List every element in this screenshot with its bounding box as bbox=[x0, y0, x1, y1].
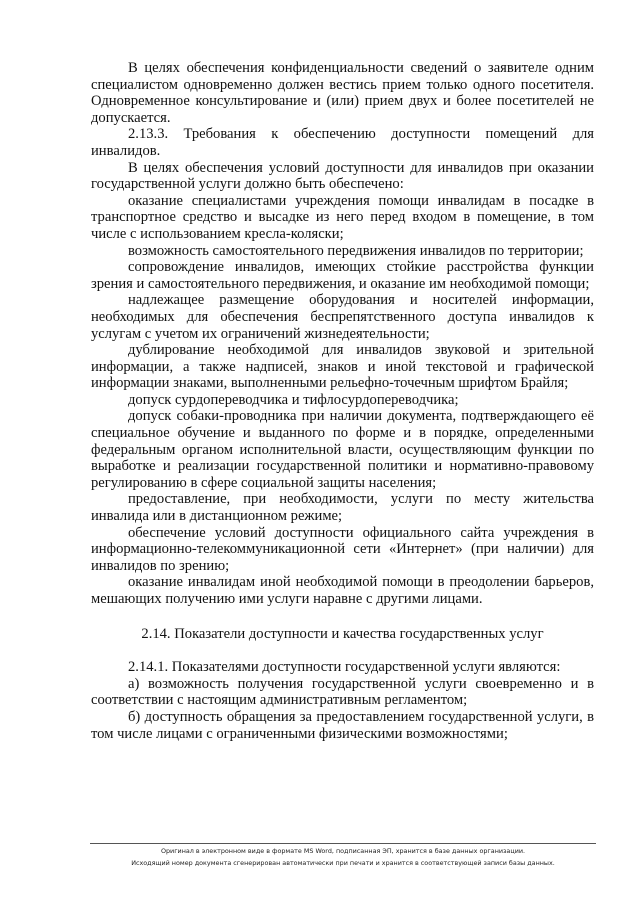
footer-line-original: Оригинал в электронном виде в формате MS Word, подписанная ЭП, хранится в базе данных организации. bbox=[160, 847, 526, 855]
list-item-website-accessibility: обеспечение условий доступности официального сайта учреждения в информационно-телекоммуникационной сети «Интернет» (при наличии) для инвалидов по зрению; bbox=[91, 524, 594, 574]
list-item-boarding-assistance: оказание специалистами учреждения помощи инвалидам в посадке в транспортное средство и высадке из него перед входом в помещение, в том числе с использованием кресла-коляски; bbox=[91, 192, 594, 242]
paragraph-confidentiality: В целях обеспечения конфиденциальности сведений о заявителе одним специалистом одновременно должен вестись прием только одного посетителя. Одновременное консультирование и (или) прием двух и более посетителей не допускается. bbox=[91, 60, 594, 126]
list-item-sign-interpreter: допуск сурдопереводчика и тифлосурдопереводчика; bbox=[128, 391, 459, 408]
list-item-equipment-placement: надлежащее размещение оборудования и носителей информации, необходимых для обеспечения беспрепятственного доступа инвалидов к услугам с учетом их ограничений жизнедеятельности; bbox=[91, 292, 594, 342]
section-heading-2-14: 2.14. Показатели доступности и качества государственных услуг bbox=[141, 625, 544, 642]
paragraph-2-14-1: 2.14.1. Показателями доступности государственной услуги являются: bbox=[128, 659, 561, 676]
document-page bbox=[91, 60, 594, 742]
paragraph-2-13-3: 2.13.3. Требования к обеспечению доступности помещений для инвалидов. bbox=[91, 126, 594, 159]
paragraph-accessibility-intro: В целях обеспечения условий доступности для инвалидов при оказании государственной услуги должно быть обеспечено: bbox=[91, 159, 594, 193]
list-item-escort: сопровождение инвалидов, имеющих стойкие расстройства функции зрения и самостоятельного передвижения, и оказание им необходимой помощи; bbox=[91, 259, 594, 292]
list-item-independent-movement: возможность самостоятельного передвижения инвалидов по территории; bbox=[128, 242, 584, 259]
list-item-braille-duplication: дублирование необходимой для инвалидов звуковой и зрительной информации, а также надписей, знаков и иной текстовой и графической информации знаками, выполненными рельефно-точечным шрифтом Брайля; bbox=[91, 342, 594, 392]
list-item-b: б) доступность обращения за предоставлением государственной услуги, в том числе лицами с ограниченными физическими возможностями; bbox=[91, 708, 594, 742]
list-item-other-assistance: оказание инвалидам иной необходимой помощи в преодолении барьеров, мешающих получению ими услуги наравне с другими лицами. bbox=[91, 574, 594, 607]
list-item-home-service: предоставление, при необходимости, услуги по месту жительства инвалида или в дистанционном режиме; bbox=[91, 491, 594, 525]
list-item-guide-dog: допуск собаки-проводника при наличии документа, подтверждающего её специальное обучение и выданного по форме и в порядке, определенными федеральным органом исполнительной власти, осуществляющим функции по выработке и реализации государственной политики и нормативно-правовому регулированию в сфере социальной защиты населения; bbox=[91, 408, 594, 491]
list-item-a: а) возможность получения государственной услуги своевременно и в соответствии с настоящим административным регламентом; bbox=[91, 675, 594, 709]
page-footer bbox=[90, 843, 596, 869]
footer-line-number: Исходящий номер документа сгенерирован автоматически при печати и хранится в соответствующей записи базы данных. bbox=[131, 858, 555, 867]
